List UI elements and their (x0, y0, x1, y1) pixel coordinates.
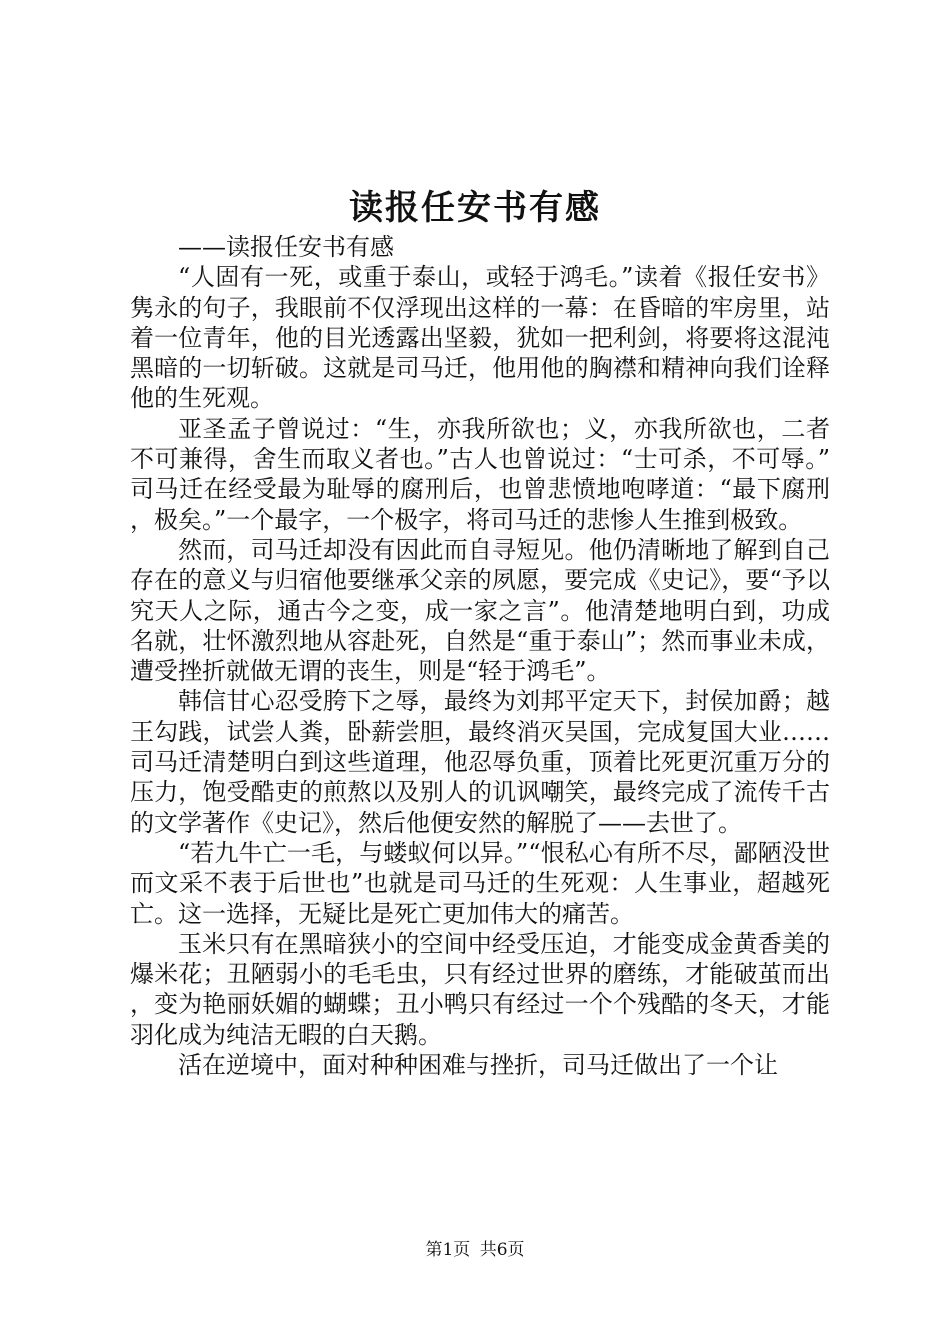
paragraph-4: 韩信甘心忍受胯下之辱，最终为刘邦平定天下，封侯加爵；越王勾践，试尝人粪，卧薪尝胆，最终消灭吴国，完成复国大业……司马迁清楚明白到这些道理，他忍辱负重，顶着比死更沉重万分的压力，饱受酷吏的煎熬以及别人的讥讽嘲笑，最终完成了流传千古的文学著作《史记》，然后他便安然的解脱了——去世了。 (130, 687, 830, 837)
document-title: 读报任安书有感 (349, 188, 601, 228)
page-number: 第1页 (425, 1240, 471, 1260)
page-footer (0, 1238, 950, 1262)
paragraph-3: 然而，司马迁却没有因此而自寻短见。他仍清晰地了解到自己存在的意义与归宿他要继承父亲的夙愿，要完成《史记》，要“予以究天人之际，通古今之变，成一家之言”。他清楚地明白到，功成名就，壮怀激烈地从容赴死，自然是“重于泰山”；然而事业未成，遭受挫折就做无谓的丧生，则是“轻于鸿毛”。 (130, 535, 830, 686)
paragraph-7: 活在逆境中，面对种种困难与挫折，司马迁做出了一个让 (178, 1051, 778, 1080)
paragraph-2: 亚圣孟子曾说过：“生，亦我所欲也；义，亦我所欲也，二者不可兼得，舍生而取义者也。”古人也曾说过：“士可杀，不可辱。”司马迁在经受最为耻辱的腐刑后，也曾悲愤地咆哮道：“最下腐刑，极矣。”一个最字，一个极字，将司马迁的悲惨人生推到极致。 (130, 414, 830, 534)
document-body (130, 232, 830, 1080)
document-subtitle: ——读报任安书有感 (178, 233, 394, 261)
page-total: 共6页 (479, 1240, 525, 1260)
paragraph-5: “若九牛亡一毛，与蝼蚁何以异。”“恨私心有所不尽，鄙陋没世而文采不表于后世也”也就是司马迁的生死观：人生事业，超越死亡。这一选择，无疑比是死亡更加伟大的痛苦。 (130, 838, 830, 928)
paragraph-6: 玉米只有在黑暗狭小的空间中经受压迫，才能变成金黄香美的爆米花；丑陋弱小的毛毛虫，只有经过世界的磨练，才能破茧而出，变为艳丽妖媚的蝴蝶；丑小鸭只有经过一个个残酷的冬天，才能羽化成为纯洁无暇的白天鹅。 (130, 929, 830, 1049)
paragraph-1: “人固有一死，或重于泰山，或轻于鸿毛。”读着《报任安书》隽永的句子，我眼前不仅浮现出这样的一幕：在昏暗的牢房里，站着一位青年，他的目光透露出坚毅，犹如一把利剑，将要将这混沌黑暗的一切斩破。这就是司马迁，他用他的胸襟和精神向我们诠释他的生死观。 (130, 263, 830, 413)
